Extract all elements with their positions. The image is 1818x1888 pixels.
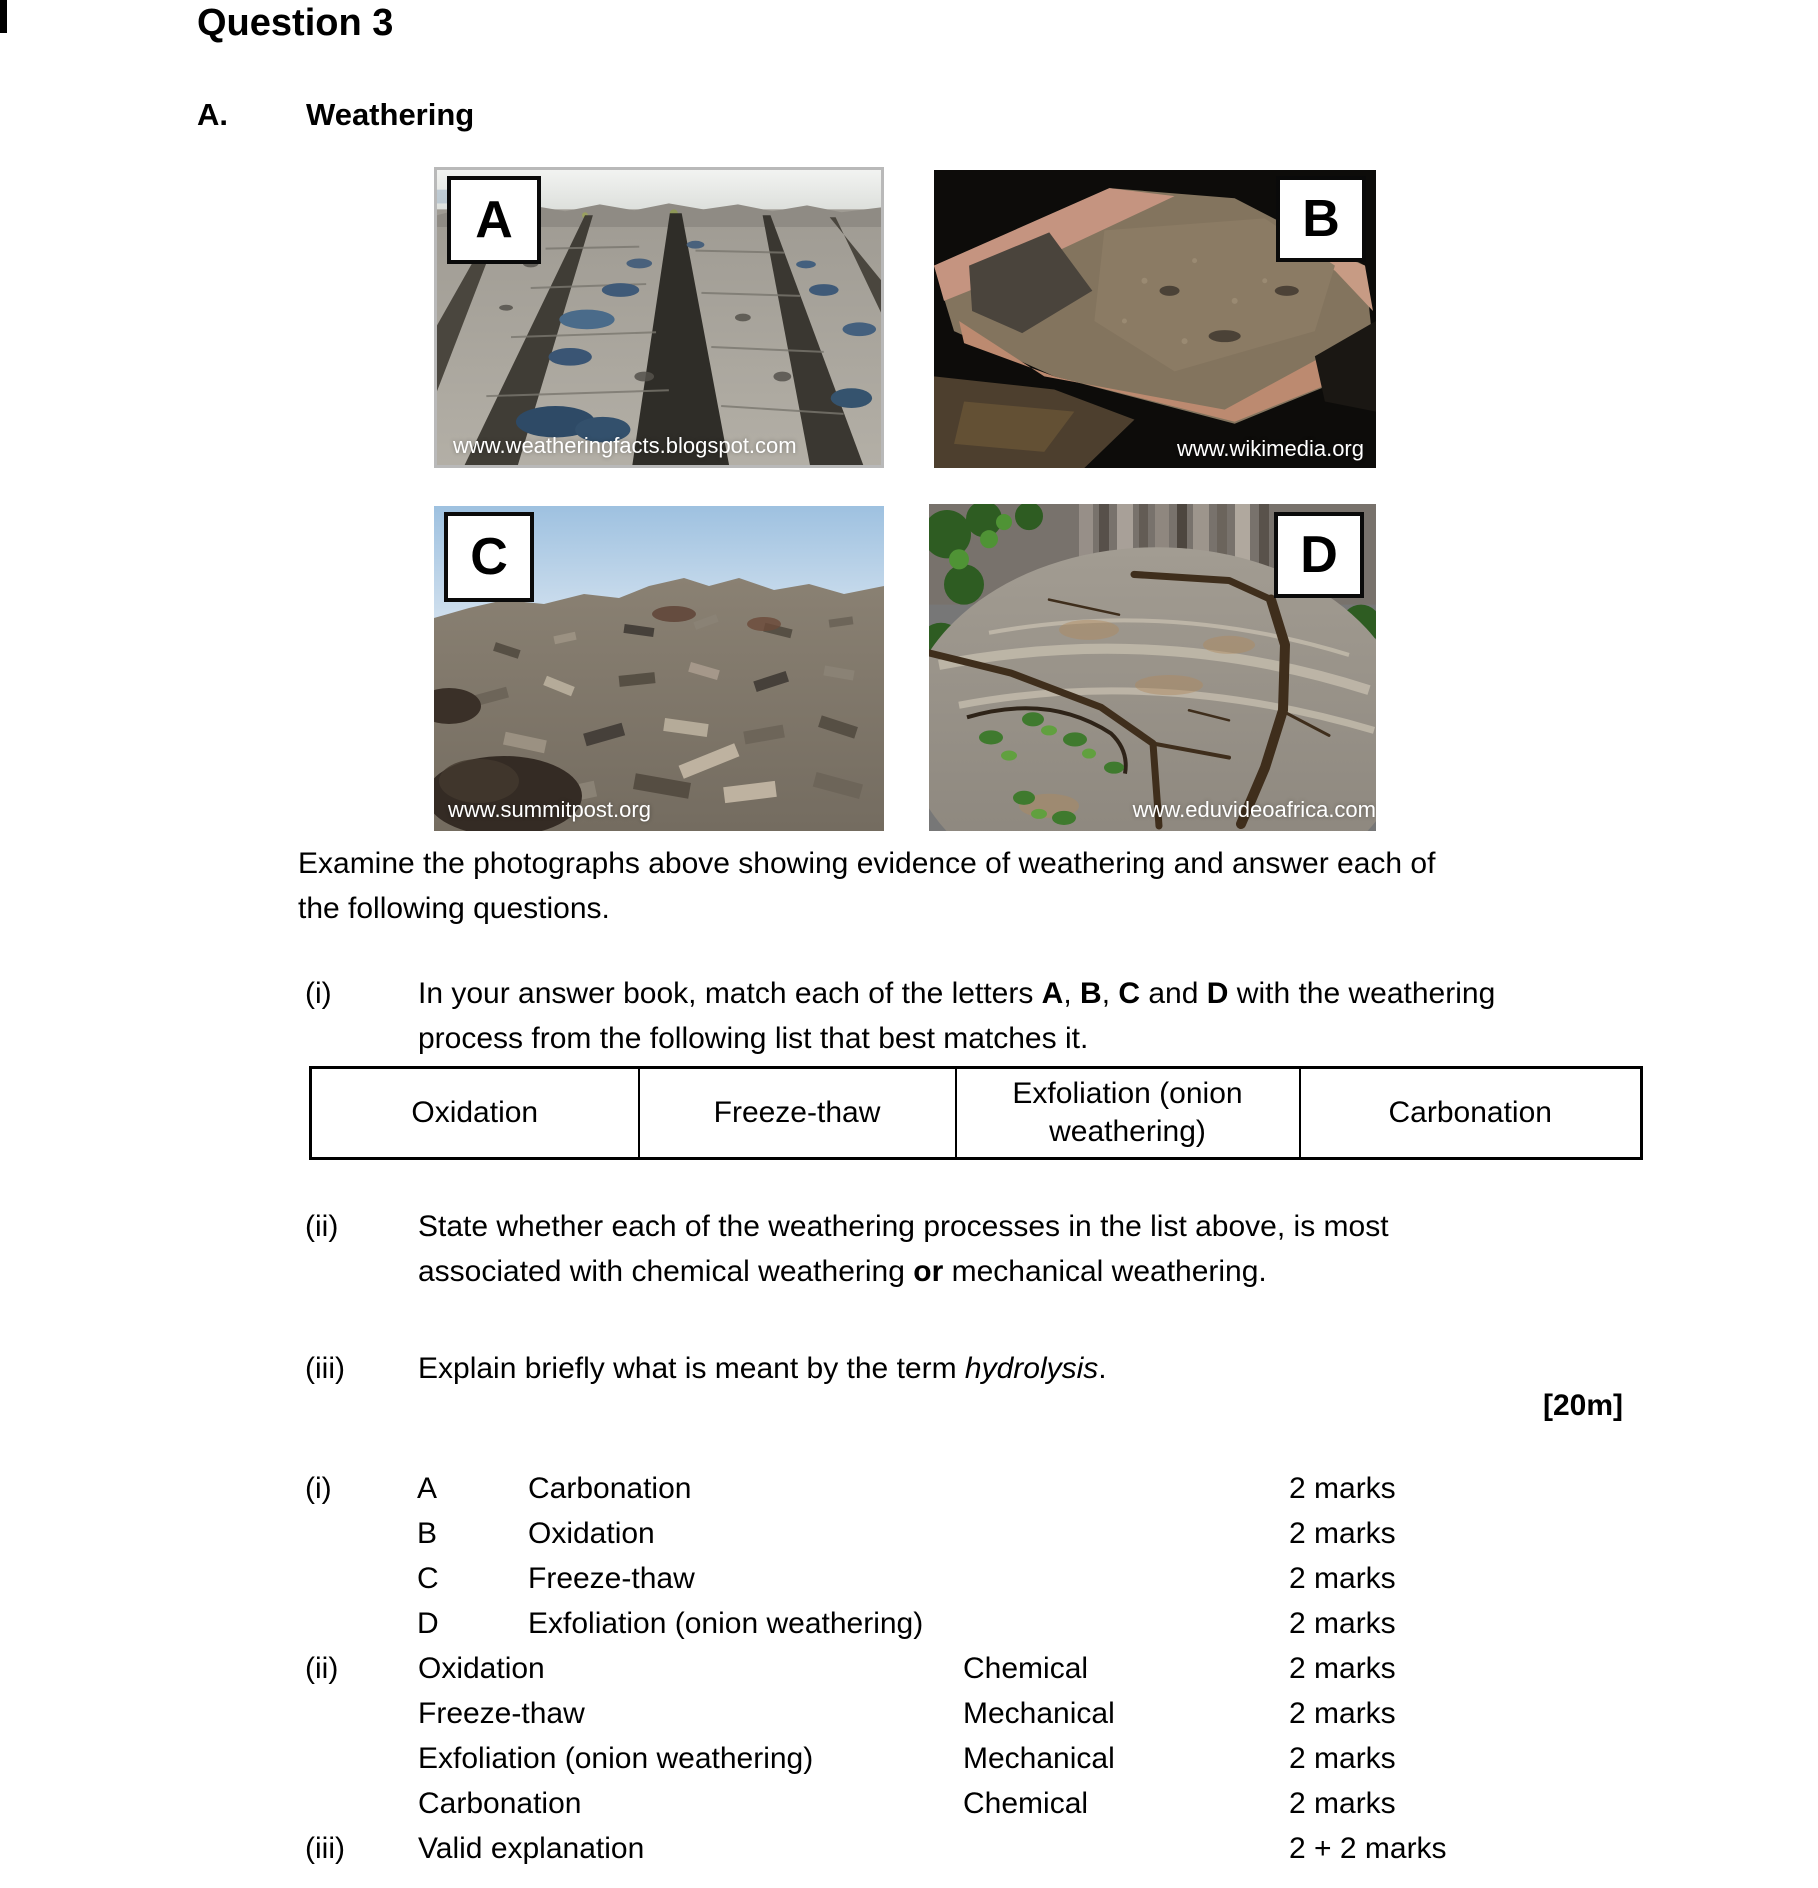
answer-text: Valid explanation [418,1832,645,1865]
question-iii-text [418,1346,1645,1391]
answer-row-ii-1 [305,1646,1640,1691]
photo-watermark-d: www.eduvideoafrica.com [1132,797,1376,822]
question-i-number: (i) [305,977,332,1010]
answer-letter: C [417,1562,439,1595]
intro-line-2: the following questions. [298,892,610,925]
answer-text: Carbonation [528,1472,692,1505]
answer-row-ii-2 [305,1691,1640,1736]
photo-watermark-b: www.wikimedia.org [1176,436,1364,461]
qiii-text: Explain briefly what is meant by the term [418,1352,965,1385]
question-ii-line-2 [418,1249,1645,1294]
answer-text: Exfoliation (onion weathering) [528,1607,924,1640]
qii-text: associated with chemical weathering [418,1255,914,1288]
question-i-line-2: process from the following list that best matches it. [418,1022,1089,1055]
photo-label-a: A [447,176,541,264]
qii-or: or [913,1255,944,1288]
photo-exfoliating-boulder [929,504,1376,831]
answer-marks: 2 marks [1289,1607,1396,1640]
qi-letter-d: D [1206,977,1229,1010]
qi-sep: and [1140,977,1207,1010]
answer-marks: 2 marks [1289,1562,1396,1595]
qi-sep: , [1101,977,1119,1010]
answer-letter: D [417,1607,439,1640]
photo-watermark-a: www.weatheringfacts.blogspot.com [453,433,797,458]
question-ii-text [418,1204,1645,1294]
table-cell-exfoliation: Exfoliation (onion weathering) [956,1068,1300,1159]
photo-scree-slope [434,506,884,831]
answer-row-ii-3 [305,1736,1640,1781]
answer-letter: B [417,1517,438,1550]
scan-artifact [0,0,7,33]
qi-text: In your answer book, match each of the letters [418,977,1042,1010]
qi-sep: , [1063,977,1081,1010]
answer-row-ii-4 [305,1781,1640,1826]
question-ii-line-1: State whether each of the weathering processes in the list above, is most [418,1210,1389,1243]
table-row [311,1068,1642,1159]
answer-marks: 2 marks [1289,1697,1396,1730]
section-title: Weathering [306,97,475,132]
table-cell-freeze-thaw: Freeze-thaw [639,1068,956,1159]
answer-letter: A [417,1472,438,1505]
question-ii-number: (ii) [305,1210,339,1243]
intro-paragraph [298,841,1638,931]
answer-type: Chemical [963,1787,1089,1820]
answer-section-iii: (iii) [305,1832,345,1865]
table-cell-carbonation: Carbonation [1300,1068,1642,1159]
question-iii-number: (iii) [305,1352,345,1385]
answer-row-i-a [305,1466,1640,1511]
answer-row-i-d [305,1601,1640,1646]
answer-marks: 2 marks [1289,1787,1396,1820]
answer-process: Freeze-thaw [418,1697,585,1730]
answer-row-i-b [305,1511,1640,1556]
total-marks: [20m] [1542,1389,1623,1422]
answer-section-i: (i) [305,1472,332,1505]
answer-text: Freeze-thaw [528,1562,695,1595]
answer-process: Carbonation [418,1787,582,1820]
photo-label-d: D [1274,512,1364,598]
qiii-text: . [1098,1352,1107,1385]
qi-letter-a: A [1041,977,1064,1010]
weathering-process-table [309,1066,1643,1160]
qii-text: mechanical weathering. [943,1255,1267,1288]
answer-marks: 2 marks [1289,1652,1396,1685]
qiii-term-hydrolysis: hydrolysis [964,1352,1099,1385]
photo-watermark-c: www.summitpost.org [448,797,651,822]
answer-marks: 2 marks [1289,1517,1396,1550]
answer-type: Mechanical [963,1742,1115,1775]
photo-limestone-pavement [434,167,884,468]
answer-marks: 2 marks [1289,1472,1396,1505]
answer-row-iii [305,1826,1640,1871]
qi-letter-b: B [1080,977,1102,1010]
intro-line-1: Examine the photographs above showing evidence of weathering and answer each of [298,847,1436,880]
answer-type: Mechanical [963,1697,1115,1730]
photo-label-c: C [444,512,534,602]
section-label: A. [197,97,228,132]
answer-process: Oxidation [418,1652,545,1685]
question-i-line-1 [418,971,1645,1016]
page-title: Question 3 [197,2,394,44]
answer-process: Exfoliation (onion weathering) [418,1742,814,1775]
answer-marks: 2 marks [1289,1742,1396,1775]
table-cell-oxidation: Oxidation [311,1068,639,1159]
answer-marks: 2 + 2 marks [1289,1832,1447,1865]
question-i-text [418,971,1645,1061]
answer-type: Chemical [963,1652,1089,1685]
qi-text: with the weathering [1228,977,1496,1010]
photo-oxidised-rock [934,170,1376,468]
answer-row-i-c [305,1556,1640,1601]
qi-letter-c: C [1118,977,1141,1010]
answer-section-ii: (ii) [305,1652,339,1685]
answer-text: Oxidation [528,1517,655,1550]
section-heading [197,97,474,133]
photo-label-b: B [1276,176,1366,262]
